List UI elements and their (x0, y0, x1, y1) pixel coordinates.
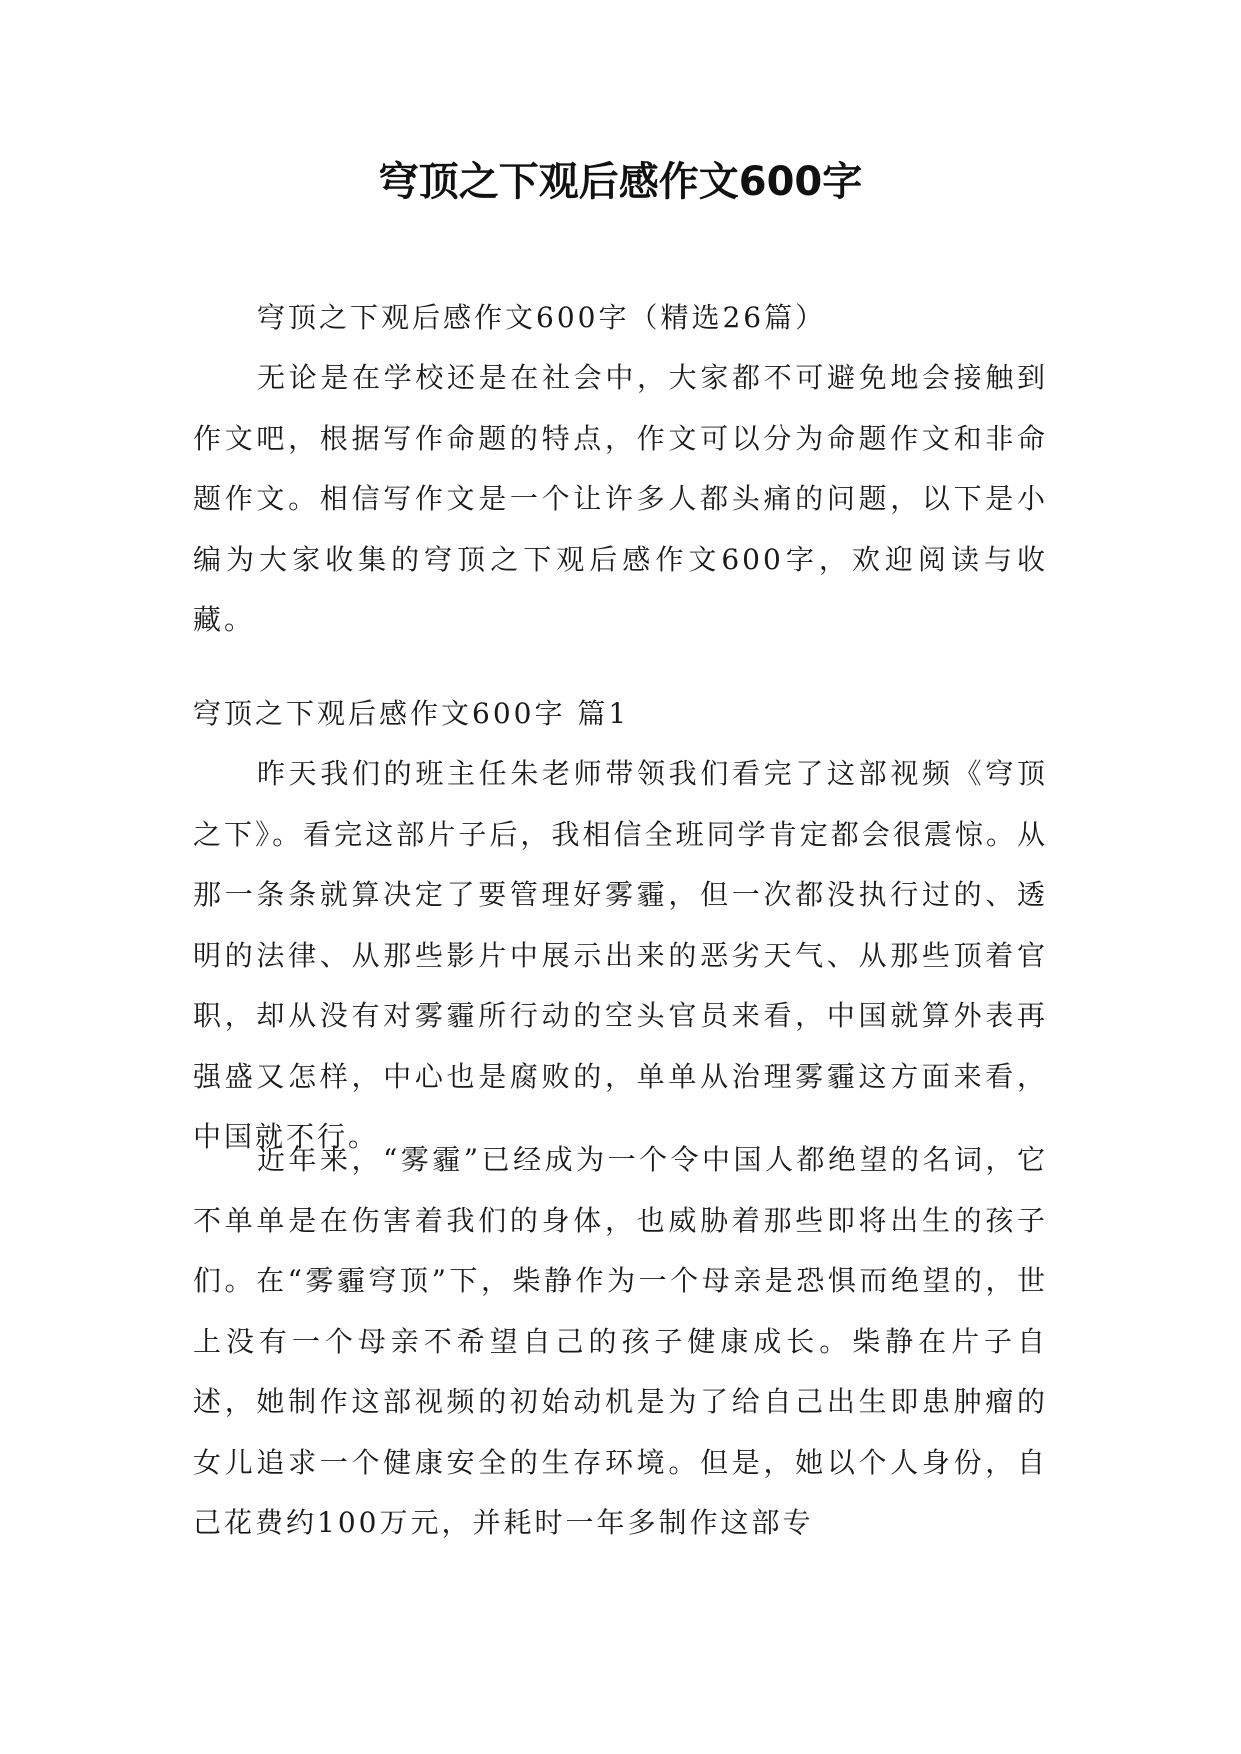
intro-paragraph: 无论是在学校还是在社会中，大家都不可避免地会接触到作文吧，根据写作命题的特点，作文可以分为命题作文和非命题作文。相信写作文是一个让许多人都头痛的问题，以下是小编为大家收集的穹顶之下观后感作文600字，欢迎阅读与收藏。 (193, 361, 1048, 636)
page-title: 穹顶之下观后感作文600字 (378, 159, 863, 205)
body-paragraph: 近年来，“雾霾”已经成为一个令中国人都绝望的名词，它不单单是在伤害着我们的身体，也威胁着那些即将出生的孩子们。在“雾霾穹顶”下，柴静作为一个母亲是恐惧而绝望的，世上没有一个母亲不希望自己的孩子健康成长。柴静在片子自述，她制作这部视频的初始动机是为了给自己出生即患肿瘤的女儿追求一个健康安全的生存环境。但是，她以个人身份，自己花费约100万元，并耗时一年多制作这部专 (193, 1143, 1048, 1539)
document-subtitle: 穹顶之下观后感作文600字（精选26篇） (257, 301, 827, 334)
section-heading: 穹顶之下观后感作文600字 篇1 (193, 697, 630, 730)
body-paragraph: 昨天我们的班主任朱老师带领我们看完了这部视频《穹顶之下》。看完这部片子后，我相信全班同学肯定都会很震惊。从那一条条就算决定了要管理好雾霾，但一次都没执行过的、透明的法律、从那些影片中展示出来的恶劣天气、从那些顶着官职，却从没有对雾霾所行动的空头官员来看，中国就算外表再强盛又怎样，中心也是腐败的，单单从治理雾霾这方面来看，中国就不行。 (193, 757, 1048, 1153)
